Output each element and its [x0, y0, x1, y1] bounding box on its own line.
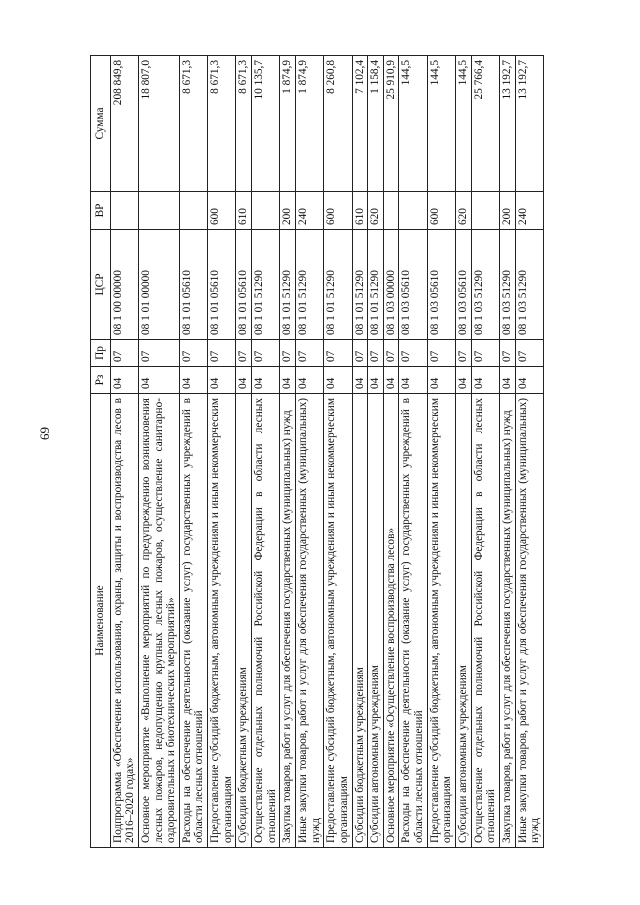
cell-csr: 08 1 03 51290	[471, 230, 499, 340]
table-row	[252, 56, 280, 848]
header-pr: Пр	[91, 340, 111, 367]
cell-sum: 25 910,9	[383, 56, 399, 192]
cell-vr: 240	[295, 192, 323, 230]
cell-pr: 07	[471, 340, 499, 367]
cell-csr: 08 1 01 51290	[280, 230, 296, 340]
cell-pr: 07	[236, 340, 252, 367]
budget-table-container	[90, 56, 542, 848]
cell-csr: 08 1 01 05610	[236, 230, 252, 340]
table-row	[399, 56, 427, 848]
cell-sum: 13 192,7	[515, 56, 543, 192]
cell-sum: 144,5	[427, 56, 455, 192]
cell-name: Предоставление субсидий бюджетным, автономным учреждениям и иным некоммерческим организациям	[324, 394, 352, 848]
table-row	[427, 56, 455, 848]
cell-sum: 144,5	[399, 56, 427, 192]
cell-rz: 04	[179, 367, 207, 394]
cell-sum: 1 158,4	[368, 56, 384, 192]
cell-vr: 600	[427, 192, 455, 230]
cell-pr: 07	[179, 340, 207, 367]
cell-rz: 04	[471, 367, 499, 394]
cell-pr: 07	[456, 340, 472, 367]
cell-sum: 208 849,8	[110, 56, 138, 192]
table-row	[368, 56, 384, 848]
cell-pr: 07	[427, 340, 455, 367]
cell-name: Основное мероприятие «Осуществление воспроизводства лесов»	[383, 394, 399, 848]
table-row	[456, 56, 472, 848]
cell-pr: 07	[399, 340, 427, 367]
cell-csr: 08 1 03 05610	[456, 230, 472, 340]
cell-rz: 04	[499, 367, 515, 394]
cell-csr: 08 1 01 51290	[352, 230, 368, 340]
table-row	[110, 56, 138, 848]
cell-vr	[138, 192, 179, 230]
table-row	[179, 56, 207, 848]
cell-pr: 07	[383, 340, 399, 367]
cell-sum: 7 102,4	[352, 56, 368, 192]
cell-rz: 04	[352, 367, 368, 394]
table-row	[208, 56, 236, 848]
header-sum: Сумма	[91, 56, 111, 192]
cell-vr: 600	[324, 192, 352, 230]
cell-sum: 144,5	[456, 56, 472, 192]
table-row	[295, 56, 323, 848]
cell-csr: 08 1 01 51290	[252, 230, 280, 340]
cell-name: Закупка товаров, работ и услуг для обеспечения государственных (муниципальных) нужд	[499, 394, 515, 848]
cell-name: Расходы на обеспечение деятельности (оказание услуг) государственных учреждений в области лесных отношений	[179, 394, 207, 848]
cell-rz: 04	[280, 367, 296, 394]
cell-vr	[252, 192, 280, 230]
cell-name: Осуществление отдельных полномочий Российской Федерации в области лесных отношений	[252, 394, 280, 848]
cell-rz: 04	[138, 367, 179, 394]
cell-rz: 04	[399, 367, 427, 394]
table-row	[471, 56, 499, 848]
cell-rz: 04	[515, 367, 543, 394]
header-csr: ЦСР	[91, 230, 111, 340]
cell-rz: 04	[427, 367, 455, 394]
table-row	[236, 56, 252, 848]
cell-pr: 07	[324, 340, 352, 367]
cell-sum: 10 135,7	[252, 56, 280, 192]
cell-rz: 04	[208, 367, 236, 394]
table-row	[499, 56, 515, 848]
cell-csr: 08 1 03 51290	[515, 230, 543, 340]
cell-name: Закупка товаров, работ и услуг для обеспечения государственных (муниципальных) нужд	[280, 394, 296, 848]
cell-csr: 08 1 03 05610	[399, 230, 427, 340]
table-row	[515, 56, 543, 848]
cell-vr	[383, 192, 399, 230]
cell-sum: 1 874,9	[295, 56, 323, 192]
cell-vr	[399, 192, 427, 230]
cell-vr: 620	[368, 192, 384, 230]
cell-pr: 07	[280, 340, 296, 367]
cell-name: Иные закупки товаров, работ и услуг для обеспечения государственных (муниципальных) нужд	[295, 394, 323, 848]
cell-rz: 04	[295, 367, 323, 394]
cell-sum: 8 671,3	[179, 56, 207, 192]
cell-vr: 600	[208, 192, 236, 230]
cell-sum: 8 260,8	[324, 56, 352, 192]
cell-pr: 07	[352, 340, 368, 367]
cell-name: Подпрограмма «Обеспечение использования, охраны, защиты и воспроизводства лесов в 2016–2020 годах»	[110, 394, 138, 848]
table-row	[324, 56, 352, 848]
cell-vr	[110, 192, 138, 230]
cell-name: Субсидии автономным учреждениям	[456, 394, 472, 848]
cell-csr: 08 1 01 51290	[324, 230, 352, 340]
cell-pr: 07	[368, 340, 384, 367]
cell-name: Осуществление отдельных полномочий Российской Федерации в области лесных отношений	[471, 394, 499, 848]
cell-pr: 07	[110, 340, 138, 367]
cell-csr: 08 1 01 51290	[368, 230, 384, 340]
cell-csr: 08 1 00 00000	[110, 230, 138, 340]
table-row	[138, 56, 179, 848]
cell-vr	[471, 192, 499, 230]
cell-rz: 04	[110, 367, 138, 394]
cell-csr: 08 1 01 00000	[138, 230, 179, 340]
cell-vr: 610	[352, 192, 368, 230]
budget-table	[90, 55, 544, 848]
cell-rz: 04	[252, 367, 280, 394]
header-vr: ВР	[91, 192, 111, 230]
cell-vr: 200	[280, 192, 296, 230]
cell-sum: 8 671,3	[208, 56, 236, 192]
cell-vr: 620	[456, 192, 472, 230]
cell-name: Иные закупки товаров, работ и услуг для обеспечения государственных (муниципальных) нужд	[515, 394, 543, 848]
cell-rz: 04	[456, 367, 472, 394]
table-body	[110, 56, 543, 848]
table-row	[383, 56, 399, 848]
cell-vr: 240	[515, 192, 543, 230]
cell-vr: 610	[236, 192, 252, 230]
cell-name: Основное мероприятие «Выполнение мероприятий по предупреждению возникновения лесных пожаров, недопущению крупных лесных пожаров, осуществление санитарно-оздоровительных и биотехнических мероприятий»	[138, 394, 179, 848]
table-row	[280, 56, 296, 848]
header-rz: Рз	[91, 367, 111, 394]
table-row	[352, 56, 368, 848]
cell-pr: 07	[252, 340, 280, 367]
page-number: 69	[37, 427, 52, 440]
cell-pr: 07	[295, 340, 323, 367]
cell-name: Предоставление субсидий бюджетным, автономным учреждениям и иным некоммерческим организациям	[427, 394, 455, 848]
cell-vr: 200	[499, 192, 515, 230]
cell-sum: 1 874,9	[280, 56, 296, 192]
table-header-row	[91, 56, 111, 848]
cell-name: Субсидии автономным учреждениям	[368, 394, 384, 848]
cell-csr: 08 1 03 05610	[427, 230, 455, 340]
cell-pr: 07	[499, 340, 515, 367]
cell-vr	[179, 192, 207, 230]
cell-rz: 04	[236, 367, 252, 394]
cell-pr: 07	[138, 340, 179, 367]
cell-rz: 04	[324, 367, 352, 394]
cell-csr: 08 1 01 51290	[295, 230, 323, 340]
cell-sum: 13 192,7	[499, 56, 515, 192]
cell-name: Расходы на обеспечение деятельности (оказание услуг) государственных учреждений в области лесных отношений	[399, 394, 427, 848]
cell-pr: 07	[515, 340, 543, 367]
cell-csr: 08 1 01 05610	[208, 230, 236, 340]
cell-sum: 18 807,0	[138, 56, 179, 192]
cell-sum: 25 766,4	[471, 56, 499, 192]
cell-csr: 08 1 03 51290	[499, 230, 515, 340]
cell-csr: 08 1 01 05610	[179, 230, 207, 340]
cell-pr: 07	[208, 340, 236, 367]
cell-name: Субсидии бюджетным учреждениям	[352, 394, 368, 848]
cell-rz: 04	[383, 367, 399, 394]
cell-csr: 08 1 03 00000	[383, 230, 399, 340]
cell-sum: 8 671,3	[236, 56, 252, 192]
cell-rz: 04	[368, 367, 384, 394]
cell-name: Субсидии бюджетным учреждениям	[236, 394, 252, 848]
cell-name: Предоставление субсидий бюджетным, автономным учреждениям и иным некоммерческим организациям	[208, 394, 236, 848]
header-name: Наименование	[91, 394, 111, 848]
